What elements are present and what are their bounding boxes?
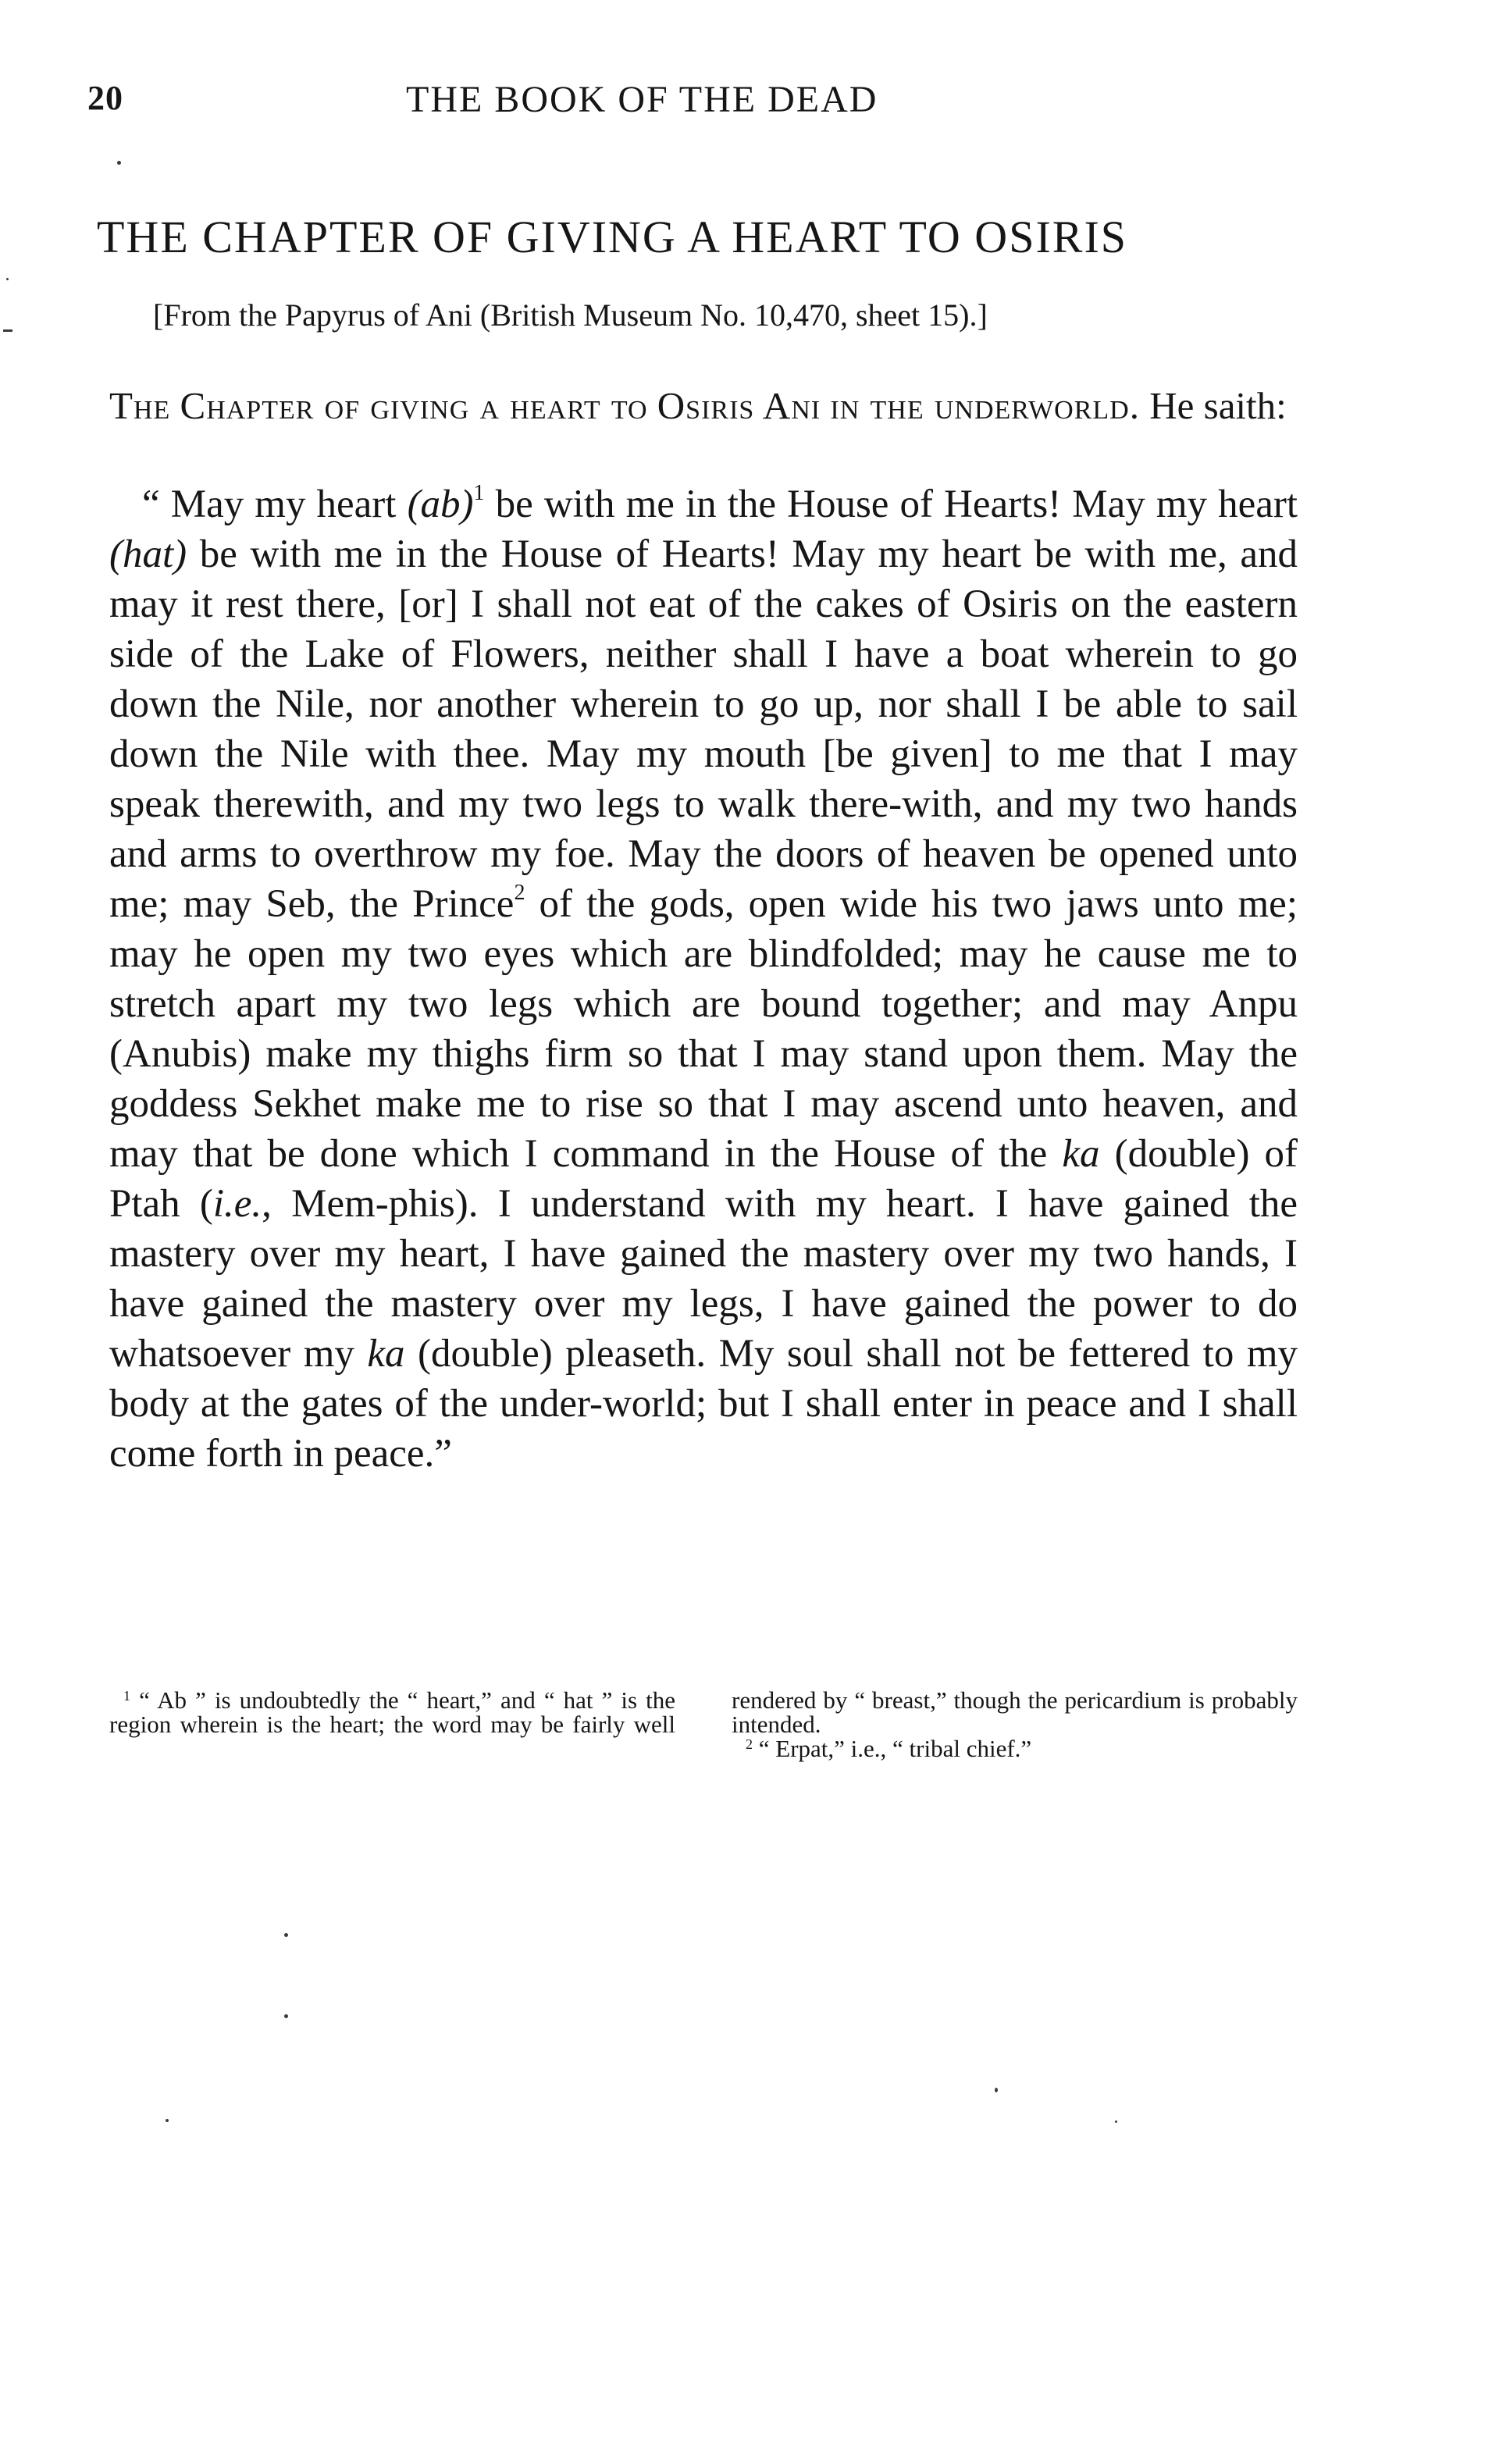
footnote-ref-2: 2 [514,881,525,905]
footnote-2-text: “ Erpat,” i.e., “ tribal chief.” [758,1735,1032,1762]
source-citation: [From the Papyrus of Ani (British Museum No. 10,470, sheet 15).] [153,297,988,333]
scan-speck [166,2119,169,2122]
term-ka: ka [1062,1132,1100,1176]
intro-saith: He saith: [1149,384,1287,427]
scan-speck [284,2014,288,2018]
footnote-2 [732,1736,1298,1761]
footnote-ref-1: 1 [473,481,485,505]
scan-speck [995,2088,998,2092]
term-ka-2: ka [367,1332,405,1376]
scan-speck [284,1933,288,1937]
term-hat: (hat) [109,532,187,576]
scan-mark [3,329,12,332]
term-ab: (ab) [407,482,474,526]
body-segment-7: (double) pleaseth. My soul shall not be fettered to my body at the gates of the under-world; but I shall enter in peace and I shall come forth in peace.” [109,1332,1298,1476]
footnote-1-mark: 1 [123,1688,130,1704]
body-segment-5: (double) of Ptah ( [109,1132,1298,1226]
intro-underworld: in the underworld. [830,384,1140,427]
body-segment-6: , Mem-phis). I understand with my heart. I have gained the mastery over my heart, I have gained the mastery over my two hands, I have gained the mastery over my legs, I have gained the power to do whatsoever my [109,1182,1298,1376]
body-segment-4: of the gods, open wide his two jaws unto me; may he open my two eyes which are blindfolded; may he cause me to stretch apart my two legs which are bound together; and may Anpu (Anubis) make my thighs firm so that I may stand upon them. May the goddess Sekhet make me to rise so that I may ascend unto heaven, and may that be done which I command in the House of the [109,882,1298,1176]
chapter-title: THE CHAPTER OF GIVING A HEART TO OSIRIS [97,212,1128,262]
intro-chapter-phrase: Chapter of giving a heart to [180,384,648,427]
intro-word-the: The [109,384,171,427]
scan-speck [1115,2120,1117,2123]
intro-osiris-ani: Osiris Ani [657,384,821,427]
running-head: THE BOOK OF THE DEAD [406,79,878,120]
body-segment-2: be with me in the House of Hearts! May my heart [484,482,1298,526]
page-number: 20 [87,79,123,117]
footnote-2-mark: 2 [746,1736,753,1752]
chapter-intro [109,381,1298,430]
body-segment-3: be with me in the House of Hearts! May my heart be with me, and may it rest there, [or] I shall not eat of the cakes of Osiris on the eastern side of the Lake of Flowers, neither shall I have a boat wherein to go down the Nile, nor another wherein to go up, nor shall I be able to sail down the Nile with thee. May my mouth [be given] to me that I may speak therewith, and my two legs to walk there-with, and my two hands and arms to overthrow my foe. May the doors of heaven be opened unto me; may Seb, the Prince [109,532,1298,926]
footnotes [109,1688,1298,1761]
scan-speck [6,278,9,280]
footnote-1-text: “ Ab ” is undoubtedly the “ heart,” and “ hat ” is the region wherein is the heart; the word may be fairly well rendered by “ breast,” though the pericardium is probably intended. [109,1686,1298,1738]
chapter-body [109,479,1298,1479]
body-segment-1: “ May my heart [142,482,408,526]
scan-speck [117,161,121,165]
term-ie: i.e. [212,1182,262,1226]
